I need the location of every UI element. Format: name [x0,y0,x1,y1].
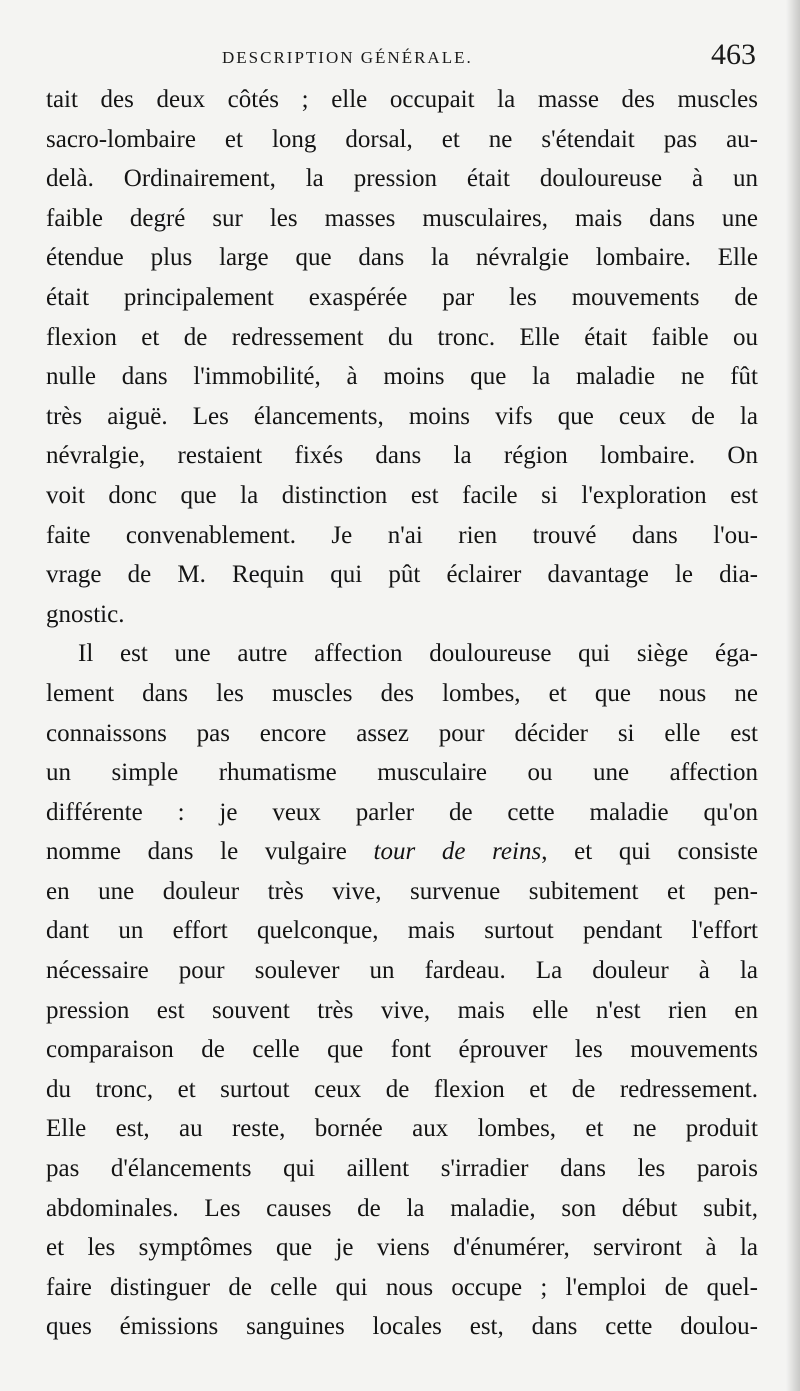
text-line: comparaison de celle que font éprouver les mouvements [46,1036,758,1064]
text-line: ques émissions sanguines locales est, dans cette doulou- [46,1313,758,1341]
text-line-with-italic [46,832,758,872]
text-line: vrage de M. Requin qui pût éclairer davantage le dia- [46,561,758,589]
text-line: tait des deux côtés ; elle occupait la masse des muscles [46,86,758,113]
text-line: abdominales. Les causes de la maladie, son début subit, [46,1194,758,1222]
text-line: lement dans les muscles des lombes, et que nous ne [46,679,758,707]
text-line: nulle dans l'immobilité, à moins que la maladie ne fût [46,363,758,391]
page-edge-shadow [786,0,800,1391]
text-segment: nomme dans le vulgaire [46,838,347,866]
text-segment: , et qui consiste [541,838,758,866]
running-head: DESCRIPTION GÉNÉRALE. [222,48,473,67]
text-line: voit donc que la distinction est facile si l'exploration est [46,481,758,509]
page-header [44,34,756,74]
text-line: flexion et de redressement du tronc. Elle était faible ou [46,323,758,351]
text-line: dant un effort quelconque, mais surtout pendant l'effort [46,917,758,945]
text-line: très aiguë. Les élancements, moins vifs que ceux de la [46,402,758,430]
text-line: du tronc, et surtout ceux de flexion et de redressement. [46,1075,758,1103]
text-line: un simple rhumatisme musculaire ou une affection [46,759,758,787]
text-line: nécessaire pour soulever un fardeau. La douleur à la [46,957,758,985]
text-line: faire distinguer de celle qui nous occupe ; l'emploi de quel- [46,1273,758,1301]
text-line: était principalement exaspérée par les mouvements de [46,283,758,311]
text-line: névralgie, restaient fixés dans la région lombaire. On [46,442,758,470]
text-line: Elle est, au reste, bornée aux lombes, et ne produit [46,1115,758,1143]
text-line: et les symptômes que je viens d'énumérer, serviront à la [46,1234,758,1262]
text-line: différente : je veux parler de cette maladie qu'on [46,798,758,826]
page-number: 463 [711,38,756,71]
text-line: étendue plus large que dans la névralgie lombaire. Elle [46,244,758,272]
text-line: sacro-lombaire et long dorsal, et ne s'étendait pas au- [46,125,758,153]
text-line: en une douleur très vive, survenue subitement et pen- [46,877,758,905]
text-line: faite convenablement. Je n'ai rien trouvé dans l'ou- [46,521,758,549]
text-line: pas d'élancements qui aillent s'irradier dans les parois [46,1155,758,1183]
text-line: faible degré sur les masses musculaires, mais dans une [46,204,758,232]
text-line: connaissons pas encore assez pour décider si elle est [46,719,758,747]
paragraph-start-line: Il est une autre affection douloureuse qui siège éga- [78,640,758,668]
body-text [46,80,758,1347]
text-line: delà. Ordinairement, la pression était douloureuse à un [46,165,758,193]
text-line: pression est souvent très vive, mais elle n'est rien en [46,996,758,1024]
paragraph-end-line: gnostic. [46,600,125,628]
italic-term: tour de reins [373,838,542,866]
